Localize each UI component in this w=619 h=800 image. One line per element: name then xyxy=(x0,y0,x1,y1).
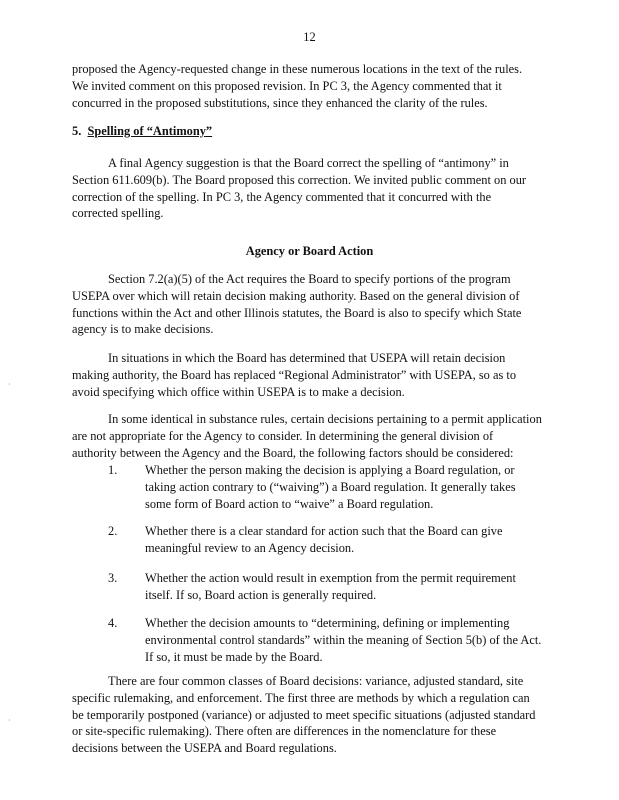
centered-heading: Agency or Board Action xyxy=(245,244,374,258)
list-item-line: some form of Board action to “waive” a Board regulation. xyxy=(145,496,434,511)
margin-mark: · xyxy=(8,716,11,725)
paragraph-line: A final Agency suggestion is that the Board correct the spelling of “antimony” in xyxy=(108,156,509,170)
paragraph-line: making authority, the Board has replaced “Regional Administrator” with USEPA, so as to xyxy=(72,367,517,382)
list-item-number: 4. xyxy=(108,616,118,630)
list-item-number: 3. xyxy=(108,571,118,585)
list-item-line: meaningful review to an Agency decision. xyxy=(145,540,355,555)
paragraph-line: avoid specifying which office within USEPA is to make a decision. xyxy=(72,384,405,399)
paragraph-line: authority between the Agency and the Board, the following factors should be considered: xyxy=(72,445,514,460)
list-item-line: Whether the decision amounts to “determining, defining or implementing xyxy=(145,616,510,630)
list-item-line: Whether the person making the decision is applying a Board regulation, or xyxy=(145,463,515,477)
paragraph-line: agency is to make decisions. xyxy=(72,322,214,337)
paragraph-line: are not appropriate for the Agency to consider. In determining the general division of xyxy=(72,428,494,443)
paragraph-line: concurred in the proposed substitutions, since they enhanced the clarity of the rules. xyxy=(72,95,488,110)
paragraph-line: or site-specific rulemaking). There often are differences in the nomenclature for these xyxy=(72,724,497,739)
list-item-line: taking action contrary to (“waiving”) a Board regulation. It generally takes xyxy=(145,479,516,494)
section-heading xyxy=(72,124,212,138)
paragraph-line: There are four common classes of Board decisions: variance, adjusted standard, site xyxy=(108,674,524,688)
paragraph-line: In situations in which the Board has determined that USEPA will retain decision xyxy=(108,351,506,365)
paragraph-line: USEPA over which will retain decision making authority. Based on the general division of xyxy=(72,288,520,303)
paragraph-line: be temporarily postponed (variance) or adjusted to meet specific situations (adjusted standard xyxy=(72,707,536,722)
paragraph-line: correction of the spelling. In PC 3, the Agency commented that it concurred with the xyxy=(72,189,492,204)
paragraph-line: corrected spelling. xyxy=(72,206,164,221)
paragraph-line: proposed the Agency-requested change in these numerous locations in the text of the rules. xyxy=(72,62,523,76)
list-item-number: 1. xyxy=(108,463,118,477)
paragraph-line: Section 611.609(b). The Board proposed this correction. We invited public comment on our xyxy=(72,172,527,187)
paragraph-line: Section 7.2(a)(5) of the Act requires the Board to specify portions of the program xyxy=(108,272,511,286)
list-item-line: Whether the action would result in exemption from the permit requirement xyxy=(145,571,516,585)
list-item-line: If so, it must be made by the Board. xyxy=(145,649,323,664)
paragraph-line: decisions between the USEPA and Board regulations. xyxy=(72,741,337,756)
list-item-number: 2. xyxy=(108,524,118,538)
section-heading-number: 5. xyxy=(72,124,82,138)
margin-mark: · xyxy=(8,380,11,389)
paragraph-line: In some identical in substance rules, certain decisions pertaining to a permit application xyxy=(108,412,542,426)
page-number: 12 xyxy=(303,30,316,44)
paragraph-line: specific rulemaking, and enforcement. The first three are methods by which a regulation can xyxy=(72,690,530,705)
paragraph-line: We invited comment on this proposed revision. In PC 3, the Agency commented that it xyxy=(72,78,502,93)
paragraph-line: functions within the Act and other Illinois statutes, the Board is also to specify which State xyxy=(72,305,522,320)
list-item-line: itself. If so, Board action is generally required. xyxy=(145,587,377,602)
section-heading-text: Spelling of “Antimony” xyxy=(87,124,213,138)
list-item-line: environmental control standards” within the meaning of Section 5(b) of the Act. xyxy=(145,632,542,647)
list-item-line: Whether there is a clear standard for action such that the Board can give xyxy=(145,524,503,538)
